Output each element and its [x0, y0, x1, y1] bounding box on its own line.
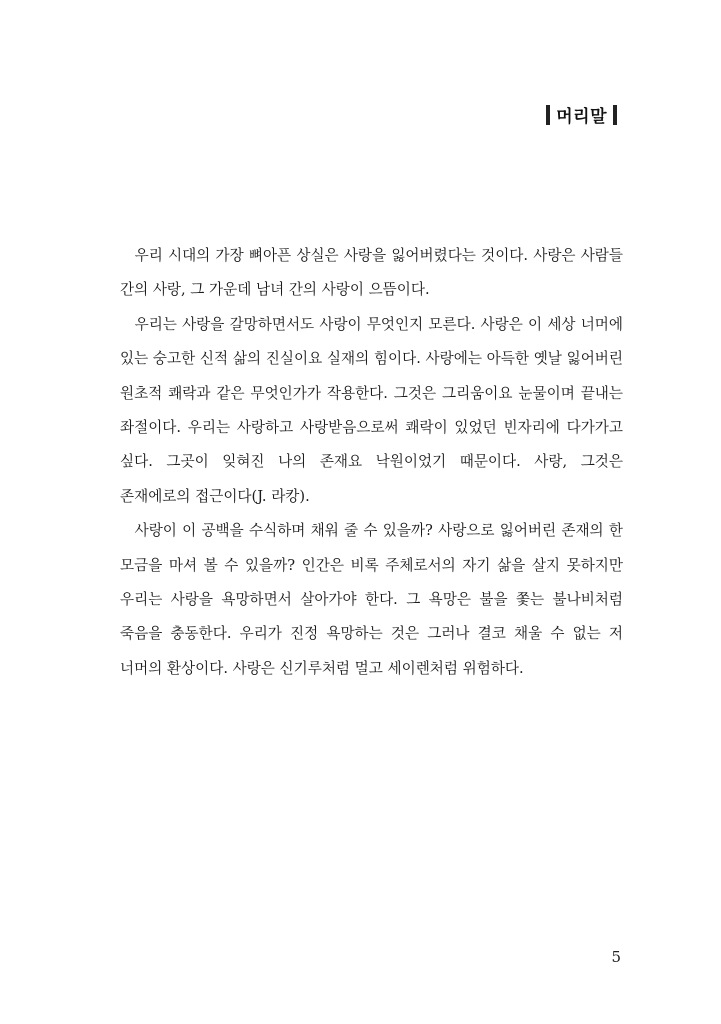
page-number: 5: [611, 948, 621, 966]
section-heading: [546, 102, 617, 127]
heading-right-bar: [613, 105, 617, 125]
heading-left-bar: [546, 105, 550, 125]
preface-body: [120, 239, 623, 686]
page-title: 머리말: [556, 107, 607, 127]
paragraph: 우리 시대의 가장 뼈아픈 상실은 사랑을 잃어버렸다는 것이다. 사랑은 사람들 간의 사랑, 그 가운데 남녀 간의 사랑이 으뜸이다.: [120, 247, 623, 299]
paragraph: 사랑이 이 공백을 수식하며 채워 줄 수 있을까? 사랑으로 잃어버린 존재의 한 모금을 마셔 볼 수 있을까? 인간은 비록 주체로서의 자기 삶을 살지 못하지만 우리는 사랑을 욕망하면서 살아가야 한다. 그 욕망은 불을 쫓는 불나비처럼 죽음을 충동한다. 우리가 진정 욕망하는 것은 그러나 결코 채울 수 없는 저 너머의 환상이다. 사랑은 신기루처럼 멀고 세이렌처럼 위험하다.: [120, 522, 623, 677]
paragraph: 우리는 사랑을 갈망하면서도 사랑이 무엇인지 모른다. 사랑은 이 세상 너머에 있는 숭고한 신적 삶의 진실이요 실재의 힘이다. 사랑에는 아득한 옛날 잃어버린 원초적 쾌락과 같은 무엇인가가 작용한다. 그것은 그리움이요 눈물이며 끝내는 좌절이다. 우리는 사랑하고 사랑받음으로써 쾌락이 있었던 빈자리에 다가가고 싶다. 그곳이 잊혀진 나의 존재요 낙원이었기 때문이다. 사랑, 그것은 존재에로의 접근이다(J. 라캉).: [120, 315, 623, 505]
